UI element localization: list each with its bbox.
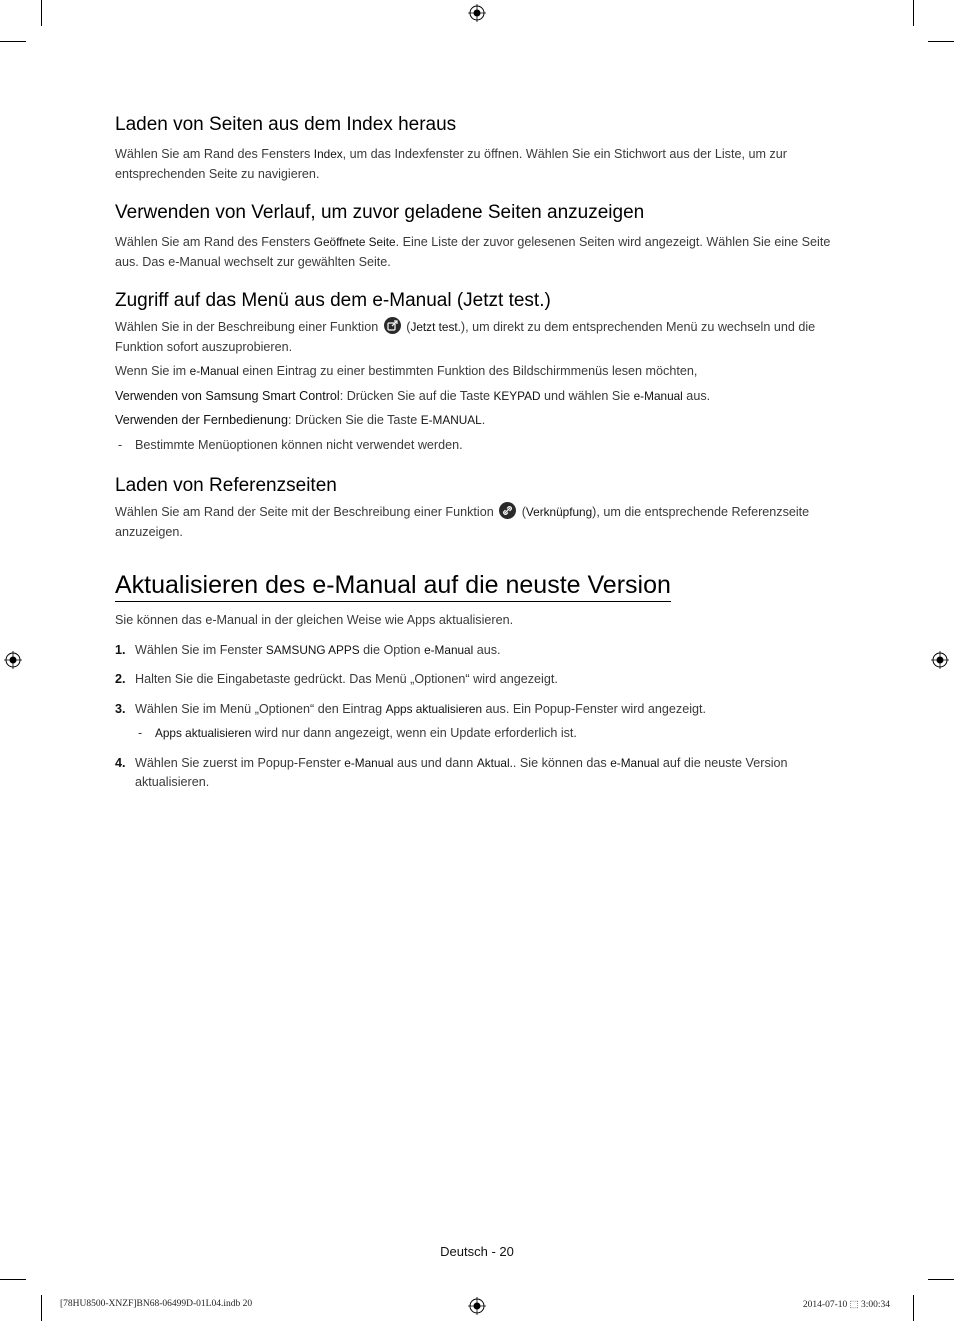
registration-mark-right-icon [931,651,949,669]
section-try-now [115,289,843,474]
registration-mark-top-icon [468,4,486,22]
list-item: 1. Wählen Sie im Fenster SAMSUNG APPS die Option e-Manual aus. [115,642,501,657]
keyword: Geöffnete Seite [313,235,396,249]
keyword: Verknüpfung [525,505,593,519]
note: - Bestimmte Menüoptionen können nicht verwendet werden. [118,437,463,452]
page-title: Aktualisieren des e-Manual auf die neuste Version [115,570,671,602]
section-heading: Verwenden von Verlauf, um zuvor geladene Seiten anzuzeigen [115,202,645,223]
section-heading: Zugriff auf das Menü aus dem e-Manual (Jetzt test.) [115,290,551,311]
keyword: e-Manual [189,364,239,378]
keyword: Jetzt test. [410,320,461,334]
keyword: e-Manual [633,388,683,403]
section-paragraph: Wählen Sie in der Beschreibung einer Funktion (Jetzt test.), um direkt zu dem entsprechenden Menü zu wechseln und die Funktion sofort auszuprobieren. [115,317,843,357]
crop-mark-top-right-h [928,41,954,42]
section-heading: Laden von Seiten aus dem Index heraus [115,114,457,135]
section-index [115,113,843,201]
list-item: 3. Wählen Sie im Menü „Optionen“ den Eintrag Apps aktualisieren aus. Ein Popup-Fenster wird angezeigt. [115,701,707,716]
keyword: Index [313,147,343,161]
link-icon [499,502,516,519]
page-number: Deutsch - 20 [440,1244,514,1259]
section-update [115,570,843,793]
crop-mark-top-left-v [41,0,42,26]
keyword: e-Manual [610,755,660,770]
section-paragraph: Verwenden der Fernbedienung: Drücken Sie die Taste E-MANUAL. [115,413,486,427]
section-heading: Laden von Referenzseiten [115,475,337,496]
list-item: 4. Wählen Sie zuerst im Popup-Fenster e-Manual aus und dann Aktual.. Sie können das e-Manual auf die neuste Version aktualisieren. [115,755,788,789]
section-paragraph: Wählen Sie am Rand des Fensters Index, um das Indexfenster zu öffnen. Wählen Sie ein Stichwort aus der Liste, um zur entsprechenden Seite zu navigieren. [115,147,787,181]
keyword: E-MANUAL [420,413,482,427]
crop-mark-bottom-right-v [913,1295,914,1321]
list-item: 2. Halten Sie die Eingabetaste gedrückt. Das Menü „Optionen“ wird angezeigt. [115,672,558,686]
keyword: KEYPAD [493,388,541,403]
crop-mark-bottom-left-h [0,1279,26,1280]
crop-mark-top-left-h [0,41,26,42]
label: Verwenden von Samsung Smart Control [115,388,340,403]
section-reference [115,474,843,570]
section-history [115,201,843,289]
crop-mark-bottom-right-h [928,1279,954,1280]
print-slug-right: 2014-07-10 ⬚ 3:00:34 [802,1300,890,1310]
section-paragraph: Wählen Sie am Rand der Seite mit der Beschreibung einer Funktion (Verknüpfung), um die entsprechende Referenzseite anzuzeigen. [115,502,843,542]
intro-paragraph: Sie können das e-Manual in der gleichen Weise wie Apps aktualisieren. [115,613,514,627]
keyword: e-Manual [424,642,474,657]
label: Verwenden der Fernbedienung [115,413,288,427]
keyword: Apps aktualisieren [155,726,252,740]
note: - Apps aktualisieren wird nur dann angezeigt, wenn ein Update erforderlich ist. [138,726,577,740]
crop-mark-bottom-left-v [41,1295,42,1321]
try-now-icon [384,317,401,334]
page-content [115,113,843,793]
crop-mark-top-right-v [913,0,914,26]
keyword: e-Manual [344,755,394,770]
keyword: Apps aktualisieren [385,701,483,716]
registration-mark-bottom-icon [468,1297,486,1315]
keyword: SAMSUNG APPS [265,642,360,657]
print-slug-left: [78HU8500-XNZF]BN68-06499D-01L04.indb 20 [60,1299,253,1309]
section-paragraph: Wählen Sie am Rand des Fensters Geöffnete Seite. Eine Liste der zuvor gelesenen Seiten wird angezeigt. Wählen Sie eine Seite aus. Das e-Manual wechselt zur gewählten Seite. [115,235,831,269]
section-paragraph: Wenn Sie im e-Manual einen Eintrag zu einer bestimmten Funktion des Bildschirmmenüs lesen möchten, [115,364,698,378]
keyword: Aktual. [476,755,513,770]
registration-mark-left-icon [4,651,22,669]
section-paragraph: Verwenden von Samsung Smart Control: Drücken Sie auf die Taste KEYPAD und wählen Sie e-Manual aus. [115,388,711,403]
